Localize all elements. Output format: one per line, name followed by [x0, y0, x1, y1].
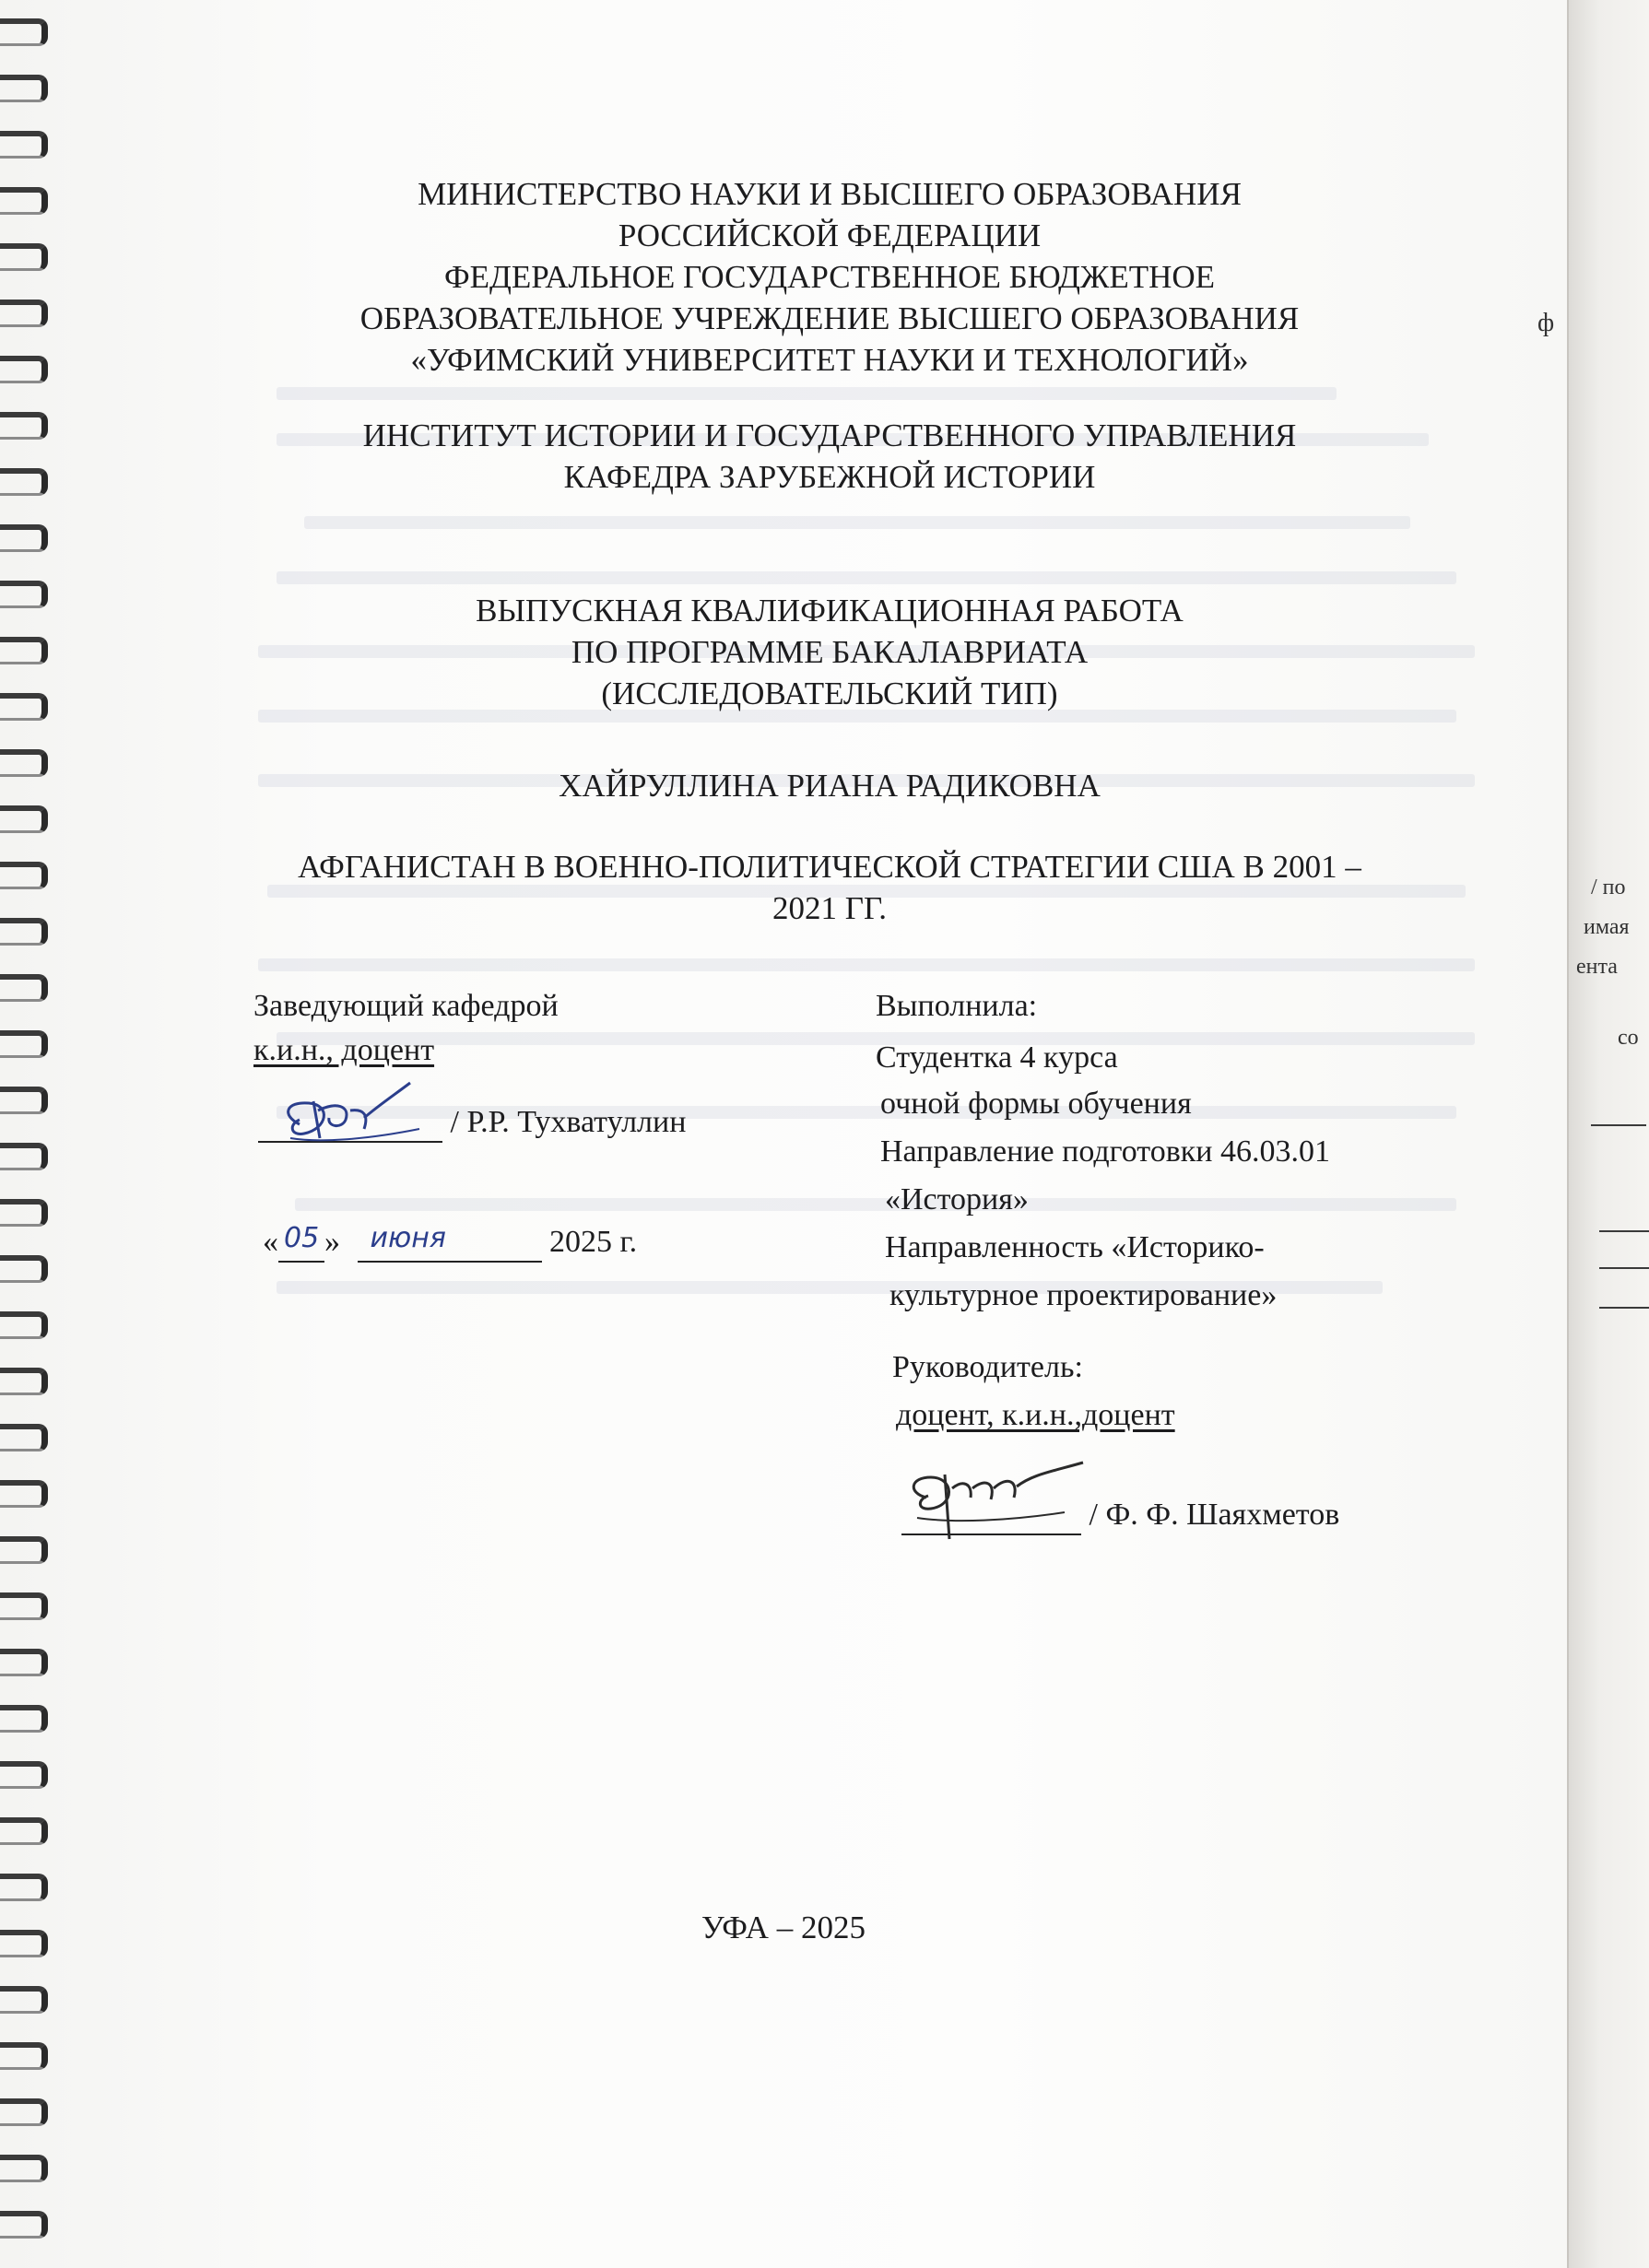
bleed-line	[1591, 1124, 1646, 1126]
executor-course: Студентка 4 курса	[876, 1040, 1118, 1075]
binding-ring	[0, 1199, 48, 1227]
binding-ring	[0, 131, 48, 159]
bleed-text: ф	[1537, 309, 1555, 337]
head-name: / Р.Р. Тухватуллин	[450, 1105, 687, 1139]
next-sheet-edge	[1567, 0, 1649, 2268]
header-line: МИНИСТЕРСТВО НАУКИ И ВЫСШЕГО ОБРАЗОВАНИЯ	[418, 176, 1242, 212]
binding-ring	[0, 412, 48, 440]
binding-ring	[0, 2042, 48, 2070]
author-name: ХАЙРУЛЛИНА РИАНА РАДИКОВНА	[559, 768, 1101, 804]
bleed-text: имая	[1584, 915, 1630, 939]
executor-form: очной формы обучения	[880, 1087, 1192, 1121]
date-month-field	[358, 1224, 542, 1263]
bleed-text: ента	[1576, 955, 1618, 979]
binding-ring	[0, 805, 48, 833]
bleed-text: / по	[1591, 875, 1626, 899]
binding-ring	[0, 749, 48, 777]
ministry-header	[230, 173, 1429, 381]
supervisor-name: / Ф. Ф. Шаяхметов	[1089, 1498, 1340, 1532]
binding-ring	[0, 1087, 48, 1114]
binding-ring	[0, 974, 48, 1002]
binding-ring	[0, 18, 48, 46]
binding-ring	[0, 468, 48, 496]
title-line: АФГАНИСТАН В ВОЕННО-ПОЛИТИЧЕСКОЙ СТРАТЕГИИ США В 2001 –	[298, 849, 1361, 885]
executor-direction-name: «История»	[885, 1182, 1029, 1216]
binding-ring	[0, 581, 48, 608]
date-day: 05	[284, 1222, 320, 1254]
binding-ring	[0, 1649, 48, 1676]
binding-ring	[0, 75, 48, 102]
bleed-line	[1599, 1230, 1649, 1232]
binding-ring	[0, 2098, 48, 2126]
institute-block	[230, 415, 1429, 498]
binding-ring	[0, 1536, 48, 1564]
executor-direction: Направление подготовки 46.03.01	[880, 1134, 1330, 1169]
supervisor-signature-icon	[899, 1451, 1111, 1544]
work-type-line: (ИССЛЕДОВАТЕЛЬСКИЙ ТИП)	[601, 676, 1058, 711]
bleed-text: со	[1618, 1026, 1639, 1050]
supervisor-label: Руководитель:	[892, 1350, 1083, 1384]
binding-ring	[0, 243, 48, 271]
title-line: 2021 ГГ.	[771, 890, 888, 926]
binding-ring	[0, 1368, 48, 1395]
executor-label: Выполнила:	[876, 989, 1038, 1023]
date-month: июня	[370, 1222, 446, 1254]
binding-ring	[0, 1986, 48, 2014]
binding-ring	[0, 2211, 48, 2239]
header-line: ОБРАЗОВАТЕЛЬНОЕ УЧРЕЖДЕНИЕ ВЫСШЕГО ОБРАЗОВАНИЯ	[359, 300, 1300, 336]
institute-line: ИНСТИТУТ ИСТОРИИ И ГОСУДАРСТВЕННОГО УПРАВЛЕНИЯ	[362, 417, 1297, 453]
city-year-footer: УФА – 2025	[701, 1910, 866, 1945]
supervisor-degree: доцент, к.и.н.,доцент	[896, 1398, 1175, 1432]
head-signature-icon	[263, 1074, 429, 1166]
binding-ring	[0, 1817, 48, 1845]
date-close-quote: »	[324, 1225, 340, 1259]
header-line: ФЕДЕРАЛЬНОЕ ГОСУДАРСТВЕННОЕ БЮДЖЕТНОЕ	[443, 259, 1216, 295]
binding-ring	[0, 1874, 48, 1901]
binding-ring	[0, 2155, 48, 2182]
thesis-title	[230, 846, 1429, 929]
work-type-line: ПО ПРОГРАММЕ БАКАЛАВРИАТА	[571, 634, 1089, 670]
page-edge-line	[1567, 0, 1569, 2268]
work-type-line: ВЫПУСКНАЯ КВАЛИФИКАЦИОННАЯ РАБОТА	[476, 593, 1184, 629]
executor-focus-cont: культурное проектирование»	[889, 1278, 1278, 1312]
binding-ring	[0, 1592, 48, 1620]
binding-ring	[0, 1255, 48, 1283]
work-type-block	[230, 590, 1429, 714]
head-of-department-label: Заведующий кафедрой	[253, 989, 559, 1023]
binding-ring	[0, 1424, 48, 1451]
head-degree: к.и.н., доцент	[253, 1033, 435, 1067]
binding-ring	[0, 918, 48, 946]
binding-ring	[0, 356, 48, 383]
bleed-line	[1599, 1267, 1649, 1269]
header-line: «УФИМСКИЙ УНИВЕРСИТЕТ НАУКИ И ТЕХНОЛОГИЙ»	[410, 342, 1249, 378]
binding-ring	[0, 1761, 48, 1789]
header-line: РОССИЙСКОЙ ФЕДЕРАЦИИ	[618, 217, 1042, 253]
date-day-field	[278, 1224, 324, 1263]
binding-ring	[0, 1143, 48, 1170]
date-open-quote: «	[263, 1225, 278, 1259]
binding-ring	[0, 1480, 48, 1508]
binding-ring	[0, 1311, 48, 1339]
binding-ring	[0, 187, 48, 215]
executor-focus: Направленность «Историко-	[885, 1230, 1265, 1264]
binding-ring	[0, 1030, 48, 1058]
binding-ring	[0, 693, 48, 721]
department-line: КАФЕДРА ЗАРУБЕЖНОЙ ИСТОРИИ	[563, 459, 1096, 495]
binding-ring	[0, 862, 48, 889]
head-date-row	[263, 1222, 637, 1263]
binding-ring	[0, 1705, 48, 1733]
binding-ring	[0, 524, 48, 552]
binding-ring	[0, 637, 48, 664]
date-year: 2025 г.	[549, 1225, 638, 1259]
binding-ring	[0, 300, 48, 327]
bleed-line	[1599, 1307, 1649, 1309]
